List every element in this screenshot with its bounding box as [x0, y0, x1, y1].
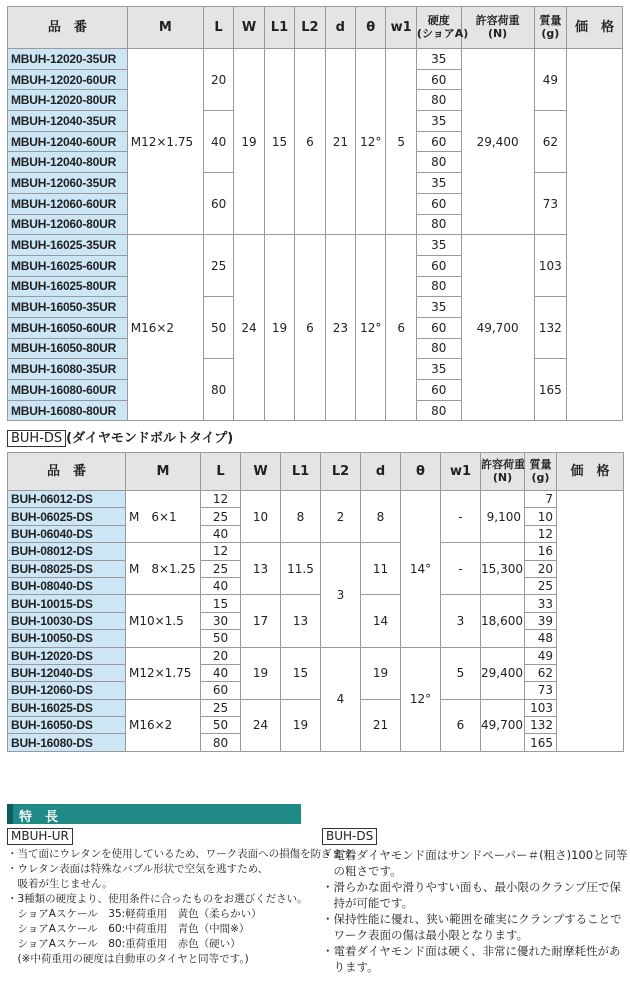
mass: 73 [534, 173, 566, 235]
width-w1: - [441, 491, 481, 543]
length-l1: 8 [281, 491, 321, 543]
header-part: 品 番 [8, 453, 126, 491]
thread-size: M12×1.75 [126, 647, 201, 699]
feature-line: ショアAスケール 35:軽荷重用 黄色（柔らかい） [7, 908, 262, 920]
allowable-load: 18,600 [481, 595, 525, 647]
length-l: 30 [201, 612, 241, 629]
part-number: BUH-16025-DS [8, 699, 126, 716]
allowable-load: 9,100 [481, 491, 525, 543]
mass: 48 [525, 630, 557, 647]
length-l: 25 [203, 235, 233, 297]
length-l: 25 [201, 508, 241, 525]
length-l: 25 [201, 699, 241, 716]
feature-line: ・電着ダイヤモンド面はサンドペーパー＃(粗さ)100と同等 [322, 848, 628, 862]
width-w1: 3 [441, 595, 481, 647]
thread-size: M 6×1 [126, 491, 201, 543]
feature-line: ります。 [322, 960, 379, 974]
feature-line: ・当て面にウレタンを使用しているため、ワーク表面への損傷を防ぎます。 [7, 848, 363, 860]
mass: 10 [525, 508, 557, 525]
part-number: MBUH-16025-60UR [8, 255, 128, 276]
length-l1: 11.5 [281, 543, 321, 595]
table-row [8, 543, 624, 560]
width-w: 17 [241, 595, 281, 647]
width-w1: 5 [386, 49, 416, 235]
allowable-load: 29,400 [461, 49, 534, 235]
allowable-load: 29,400 [481, 647, 525, 699]
part-number: MBUH-16080-80UR [8, 400, 128, 421]
hardness: 35 [416, 235, 461, 256]
diameter-d: 23 [325, 235, 355, 421]
length-l1: 13 [281, 595, 321, 647]
header-theta: θ [401, 453, 441, 491]
length-l2: 3 [321, 543, 361, 647]
hardness: 60 [416, 193, 461, 214]
length-l2: 6 [295, 49, 325, 235]
width-w1: - [441, 543, 481, 595]
feature-line: (※中荷重用の硬度は自動車のタイヤと同等です。) [7, 953, 249, 965]
features-heading-mark [7, 804, 13, 824]
length-l1: 15 [264, 49, 294, 235]
length-l: 80 [201, 734, 241, 751]
hardness: 60 [416, 255, 461, 276]
length-l: 40 [201, 525, 241, 542]
width-w: 24 [241, 699, 281, 751]
mass: 12 [525, 525, 557, 542]
width-w1: 5 [441, 647, 481, 699]
feature-line: ・ウレタン表面は特殊なバブル形状で空気を逃すため、 [7, 863, 269, 875]
feature-line: ショアAスケール 80:重荷重用 赤色（硬い） [7, 938, 241, 950]
price-cell [567, 49, 623, 421]
header-l: L [201, 453, 241, 491]
part-number: MBUH-16080-60UR [8, 380, 128, 401]
width-w1: 6 [441, 699, 481, 751]
feature-line: の粗さです。 [322, 864, 402, 878]
part-number: BUH-08025-DS [8, 560, 126, 577]
feature-line: 吸着が生じません。 [7, 878, 113, 890]
allowable-load: 49,700 [461, 235, 534, 421]
hardness: 60 [416, 317, 461, 338]
hardness: 35 [416, 173, 461, 194]
header-w1: w1 [441, 453, 481, 491]
length-l: 20 [201, 647, 241, 664]
angle-theta: 12° [356, 235, 386, 421]
mass: 103 [534, 235, 566, 297]
allowable-load: 15,300 [481, 543, 525, 595]
header-l: L [203, 7, 233, 49]
feature-line: ・保持性能に優れ、狭い範囲を確実にクランプすることで [322, 912, 622, 926]
part-number: BUH-12040-DS [8, 664, 126, 681]
part-number: BUH-10015-DS [8, 595, 126, 612]
header-w: W [241, 453, 281, 491]
hardness: 80 [416, 276, 461, 297]
feature-line: ワーク表面の傷は最小限となります。 [322, 928, 529, 942]
length-l: 50 [201, 717, 241, 734]
length-l: 20 [203, 49, 233, 111]
diameter-d: 19 [361, 647, 401, 699]
part-number: BUH-08012-DS [8, 543, 126, 560]
mass: 165 [534, 359, 566, 421]
features-heading: 特 長 [7, 804, 301, 824]
width-w1: 6 [386, 235, 416, 421]
mass: 103 [525, 699, 557, 716]
length-l2: 4 [321, 647, 361, 751]
hardness: 35 [416, 111, 461, 132]
diameter-d: 14 [361, 595, 401, 647]
price-cell [557, 491, 624, 752]
length-l1: 15 [281, 647, 321, 699]
width-w: 19 [234, 49, 264, 235]
buh-ds-section-heading [7, 427, 233, 446]
part-number: MBUH-12060-60UR [8, 193, 128, 214]
hardness: 60 [416, 380, 461, 401]
length-l: 50 [201, 630, 241, 647]
length-l: 40 [201, 577, 241, 594]
mass: 20 [525, 560, 557, 577]
part-number: MBUH-12020-35UR [8, 49, 128, 70]
mass: 49 [534, 49, 566, 111]
mass: 25 [525, 577, 557, 594]
part-number: BUH-16080-DS [8, 734, 126, 751]
part-number: BUH-12060-DS [8, 682, 126, 699]
hardness: 35 [416, 359, 461, 380]
width-w: 10 [241, 491, 281, 543]
part-number: MBUH-16080-35UR [8, 359, 128, 380]
length-l1: 19 [281, 699, 321, 751]
thread-size: M12×1.75 [127, 49, 203, 235]
header-load: 許容荷重 (N) [461, 7, 534, 49]
diameter-d: 8 [361, 491, 401, 543]
length-l: 25 [201, 560, 241, 577]
diameter-d: 21 [361, 699, 401, 751]
mass: 33 [525, 595, 557, 612]
buh-ds-title: (ダイヤモンドボルトタイプ) [66, 431, 234, 446]
hardness: 80 [416, 90, 461, 111]
part-number: MBUH-16025-80UR [8, 276, 128, 297]
header-w1: w1 [386, 7, 416, 49]
mass: 49 [525, 647, 557, 664]
length-l: 80 [203, 359, 233, 421]
thread-size: M10×1.5 [126, 595, 201, 647]
width-w: 24 [234, 235, 264, 421]
part-number: BUH-12020-DS [8, 647, 126, 664]
header-l2: L2 [321, 453, 361, 491]
part-number: BUH-10030-DS [8, 612, 126, 629]
length-l: 12 [201, 491, 241, 508]
table-row [8, 235, 623, 256]
mass: 7 [525, 491, 557, 508]
header-l1: L1 [281, 453, 321, 491]
length-l2: 6 [295, 235, 325, 421]
table-row [8, 647, 624, 664]
hardness: 35 [416, 49, 461, 70]
header-d: d [361, 453, 401, 491]
part-number: MBUH-16025-35UR [8, 235, 128, 256]
hardness: 35 [416, 297, 461, 318]
hardness: 60 [416, 69, 461, 90]
header-l1: L1 [264, 7, 294, 49]
hardness: 80 [416, 214, 461, 235]
mass: 39 [525, 612, 557, 629]
part-number: MBUH-16050-80UR [8, 338, 128, 359]
length-l1: 19 [264, 235, 294, 421]
part-number: MBUH-12040-35UR [8, 111, 128, 132]
header-m: M [127, 7, 203, 49]
part-number: BUH-16050-DS [8, 717, 126, 734]
hardness: 80 [416, 152, 461, 173]
mass: 62 [534, 111, 566, 173]
thread-size: M16×2 [127, 235, 203, 421]
part-number: BUH-06040-DS [8, 525, 126, 542]
mass: 62 [525, 664, 557, 681]
part-number: MBUH-12060-35UR [8, 173, 128, 194]
header-theta: θ [356, 7, 386, 49]
hardness: 80 [416, 400, 461, 421]
part-number: BUH-10050-DS [8, 630, 126, 647]
buh-ds-features [322, 847, 627, 975]
table-row [8, 49, 623, 70]
header-price: 価 格 [557, 453, 624, 491]
table-row [8, 491, 624, 508]
length-l2: 2 [321, 491, 361, 543]
part-number: MBUH-12040-60UR [8, 131, 128, 152]
header-d: d [325, 7, 355, 49]
mass: 132 [525, 717, 557, 734]
feature-line: ・電着ダイヤモンド面は硬く、非常に優れた耐摩耗性があ [322, 944, 621, 958]
header-price: 価 格 [567, 7, 623, 49]
part-number: MBUH-16050-60UR [8, 317, 128, 338]
feature-line: ショアAスケール 60:中荷重用 青色（中間※） [7, 923, 250, 935]
width-w: 19 [241, 647, 281, 699]
length-l: 40 [203, 111, 233, 173]
mbuh-ur-spec-table [7, 6, 623, 421]
part-number: BUH-06012-DS [8, 491, 126, 508]
table-row [8, 595, 624, 612]
diameter-d: 21 [325, 49, 355, 235]
feature-line: ・滑らかな面や滑りやすい面も、最小限のクランプ圧で保 [322, 880, 621, 894]
buh-ds-spec-table [7, 452, 624, 752]
hardness: 80 [416, 338, 461, 359]
length-l: 50 [203, 297, 233, 359]
feature-line: ・3種類の硬度より、使用条件に合ったものをお選びください。 [7, 893, 308, 905]
mass: 165 [525, 734, 557, 751]
header-mass: 質量 (g) [534, 7, 566, 49]
hardness: 60 [416, 131, 461, 152]
mass: 73 [525, 682, 557, 699]
angle-theta: 12° [356, 49, 386, 235]
buh-ds-tag: BUH-DS [7, 430, 66, 447]
part-number: MBUH-12040-80UR [8, 152, 128, 173]
allowable-load: 49,700 [481, 699, 525, 751]
length-l: 40 [201, 664, 241, 681]
mass: 16 [525, 543, 557, 560]
length-l: 12 [201, 543, 241, 560]
thread-size: M16×2 [126, 699, 201, 751]
angle-theta: 12° [401, 647, 441, 751]
header-load: 許容荷重 (N) [481, 453, 525, 491]
header-part: 品 番 [8, 7, 128, 49]
part-number: MBUH-16050-35UR [8, 297, 128, 318]
part-number: MBUH-12020-80UR [8, 90, 128, 111]
buh-ds-features-tag: BUH-DS [322, 828, 377, 845]
length-l: 60 [201, 682, 241, 699]
mass: 132 [534, 297, 566, 359]
table-row [8, 699, 624, 716]
header-mass: 質量 (g) [525, 453, 557, 491]
feature-line: 持が可能です。 [322, 896, 414, 910]
width-w: 13 [241, 543, 281, 595]
thread-size: M 8×1.25 [126, 543, 201, 595]
header-l2: L2 [295, 7, 325, 49]
diameter-d: 11 [361, 543, 401, 595]
length-l: 15 [201, 595, 241, 612]
header-w: W [234, 7, 264, 49]
part-number: BUH-06025-DS [8, 508, 126, 525]
angle-theta: 14° [401, 491, 441, 648]
header-hardness: 硬度 (ショアA) [416, 7, 461, 49]
header-m: M [126, 453, 201, 491]
mbuh-ur-tag: MBUH-UR [7, 828, 73, 845]
part-number: MBUH-12020-60UR [8, 69, 128, 90]
length-l: 60 [203, 173, 233, 235]
part-number: BUH-08040-DS [8, 577, 126, 594]
part-number: MBUH-12060-80UR [8, 214, 128, 235]
